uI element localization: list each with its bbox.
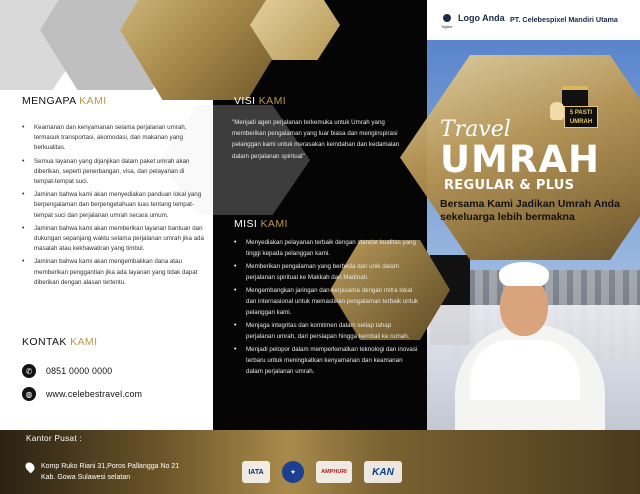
globe-icon: ◍ — [22, 387, 36, 401]
list-item: • Jaminan bahwa kami akan mengembalikan dana atau memberikan penggantian jika ada layanan yang tidak dapat diberikan dengan alasan tertentu. — [22, 257, 206, 288]
person-face — [500, 278, 548, 336]
hand-icon — [550, 102, 564, 120]
contact-phone — [22, 364, 112, 378]
list-item: • Menyediakan pelayanan terbaik dengan standar kualitas yang tinggi kepada pelanggan kami. — [232, 238, 418, 260]
kontak-title — [22, 336, 97, 348]
mengapa-title — [22, 95, 107, 107]
hero-umrah: UMRAH — [440, 138, 600, 181]
phone-number[interactable]: 0851 0000 0000 — [46, 366, 113, 376]
badge-bottom-text: UMRAH — [569, 119, 593, 125]
misi-list — [232, 238, 418, 380]
person-scarf — [470, 340, 580, 400]
logo-tagline: Tagline — [441, 25, 453, 29]
whatsapp-icon: ✆ — [22, 364, 36, 378]
list-item: • Semua layanan yang dijanjikan dalam paket umrah akan diberikan, seperti penerbangan, visa, dan pelayanan di tempat-tempat suci. — [22, 157, 206, 188]
list-item: • Memberikan pengalaman yang berbeda dan unik dalam perjalanan spiritual ke Makkah dan Madinah. — [232, 262, 418, 284]
visi-title — [234, 95, 286, 107]
kaaba-icon — [562, 86, 588, 106]
brand-logo — [441, 12, 505, 24]
mengapa-title-dark: MENGAPA — [22, 95, 80, 107]
kantor-title: Kantor Pusat : — [26, 434, 83, 443]
address-line-2: Kab. Gowa Sulawesi selatan — [41, 474, 131, 481]
list-item: • Menjaga integritas dan komitmen dalam setiap tahap perjalanan umrah, dari persiapan hingga kembali ke rumah. — [232, 321, 418, 343]
mengapa-list — [22, 123, 206, 291]
logo-text: Logo Anda — [458, 13, 505, 23]
list-item: • Jaminan bahwa kami akan memberikan layanan bantuan dan dukungan sepanjang waktu selama perjalanan umrah jika ada masalah atau kekhawatiran yang timbul. — [22, 224, 206, 255]
misi-title — [234, 218, 288, 230]
misi-title-gold: KAMI — [260, 218, 288, 230]
kontak-title-gold: KAMI — [70, 336, 98, 348]
pasti-umrah-badge — [550, 84, 600, 132]
seal-logo-icon: ✦ — [282, 461, 304, 483]
list-item: • Mengembangkan jaringan dan kerjasama dengan mitra lokal dan internasional untuk memastikan pengalaman terbaik untuk pelanggan kami. — [232, 286, 418, 318]
badge-label — [564, 106, 598, 128]
iata-logo: IATA — [242, 461, 270, 483]
address-line-1: Komp Ruko Riani 31,Poros Pallangga No 21 — [41, 463, 180, 470]
visi-title-light: VISI — [234, 95, 259, 107]
website-link[interactable]: www.celebestravel.com — [46, 389, 143, 399]
misi-title-light: MISI — [234, 218, 261, 230]
logo-icon — [441, 12, 453, 24]
hero-regular-plus: REGULAR & PLUS — [444, 178, 575, 193]
badge-top-text: 5 PASTI — [569, 110, 593, 116]
amphuri-logo: AMPHURI — [316, 461, 352, 483]
visi-title-gold: KAMI — [258, 95, 287, 107]
contact-website — [22, 387, 142, 401]
company-name: PT. Celebespixel Mandiri Utama — [510, 15, 618, 24]
hero-tagline: Bersama Kami Jadikan Umrah Anda sekeluarga lebih bermakna — [440, 198, 620, 223]
hero-travel: Travel — [440, 117, 511, 142]
kan-logo: KAN — [364, 461, 402, 483]
visi-text: "Menjadi agen perjalanan terkemuka untuk Umrah yang memberikan pengalaman yang luar biasa dan menginspirasi pelanggan kami untuk merasakan keindahan dan kedamaian dalam perjalanan spiritual" — [232, 119, 400, 160]
list-item: • Jaminan bahwa kami akan menyediakan panduan lokal yang berpengalaman dan berpengetahuan luas tentang tempat-tempat suci dan perjalanan umrah secara umum. — [22, 190, 206, 221]
list-item: • Keamanan dan kenyamanan selama perjalanan umrah, termasuk transportasi, akomodasi, dan makanan yang berkualitas. — [22, 123, 206, 154]
list-item: • Menjadi pelopor dalam memperkenalkan teknologi dan inovasi terbaru untuk meningkatkan kenyamanan dan keamanan dalam perjalanan umrah. — [232, 345, 418, 377]
mengapa-title-gold: KAMI — [79, 95, 107, 107]
person-cap — [499, 262, 549, 286]
kontak-title-dark: KONTAK — [22, 336, 71, 348]
accreditation-logos — [242, 459, 402, 485]
